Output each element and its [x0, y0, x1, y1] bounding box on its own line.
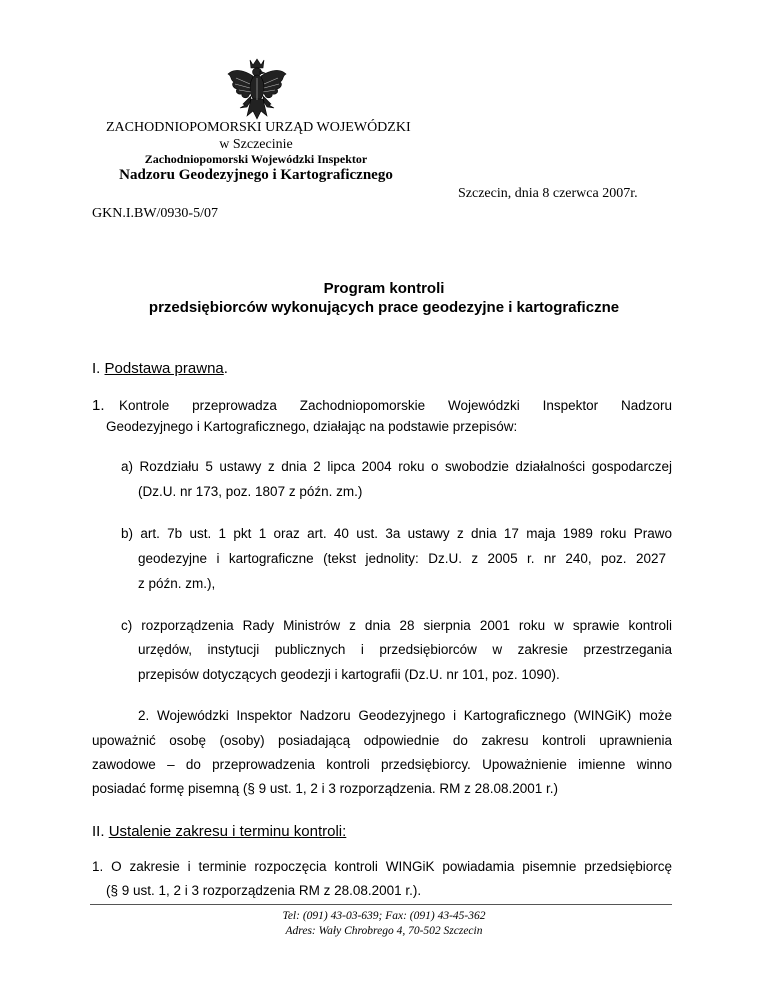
subitem-a-line-2: (Dz.U. nr 173, poz. 1807 z późn. zm.)	[138, 484, 363, 499]
subitem-c-line-1: c) rozporządzenia Rady Ministrów z dnia 28 sierpnia 2001 roku w sprawie kontroli	[121, 618, 672, 633]
paragraph-2-line-3: zawodowe – do przeprowadzenia kontroli przedsiębiorcy. Upoważnienie imienne winno	[92, 757, 672, 772]
subitem-b-line-3: z późn. zm.),	[138, 576, 216, 591]
item-1-word: Kontrole	[119, 398, 170, 413]
item-1-word: Nadzoru	[620, 398, 672, 413]
item-1-line-2: Geodezyjnego i Kartograficznego, działając na podstawie przepisów:	[106, 419, 518, 434]
footer-divider	[90, 904, 672, 905]
section-1-period: .	[223, 360, 228, 377]
item-1-word: Wojewódzki	[447, 398, 520, 413]
section-1-heading	[92, 360, 228, 377]
paragraph-2-line-2: upoważnić osobę (osoby) posiadającą odpowiednie do zakresu kontroli uprawnienia	[92, 733, 672, 748]
paragraph-2-line-1: 2. Wojewódzki Inspektor Nadzoru Geodezyjnego i Kartograficznego (WINGiK) może	[138, 708, 672, 723]
coat-of-arms-eagle-icon	[226, 56, 288, 122]
section-2-heading	[92, 823, 346, 840]
section-2-paragraph-line-2: (§ 9 ust. 1, 2 i 3 rozporządzenia RM z 28.08.2001 r.).	[106, 883, 422, 898]
reference-number: GKN.I.BW/0930-5/07	[92, 206, 218, 221]
office-name: ZACHODNIOPOMORSKI URZĄD WOJEWÓDZKI	[106, 120, 411, 135]
item-1-word: Inspektor	[542, 398, 599, 413]
item-1-number: 1.	[92, 397, 105, 414]
section-1-numeral: I.	[92, 360, 101, 377]
inspector-title: Zachodniopomorski Wojewódzki Inspektor	[144, 152, 368, 166]
office-city: w Szczecinie	[219, 137, 293, 152]
subitem-b-line-1: b) art. 7b ust. 1 pkt 1 oraz art. 40 ust. 3a ustawy z dnia 17 maja 1989 roku Prawo	[121, 526, 672, 541]
document-date: Szczecin, dnia 8 czerwca 2007r.	[458, 186, 638, 201]
subitem-a-line-1: a) Rozdziału 5 ustawy z dnia 2 lipca 2004 roku o swobodzie działalności gospodarczej	[121, 459, 672, 474]
inspector-department: Nadzoru Geodezyjnego i Kartograficznego	[119, 167, 393, 183]
item-1-word: przeprowadza	[192, 398, 277, 413]
section-2-title: Ustalenie zakresu i terminu kontroli:	[108, 823, 347, 840]
subitem-c-line-2: urzędów, instytucji publicznych i przedsiębiorców w zakresie przestrzegania	[138, 642, 672, 657]
paragraph-2-line-4: posiadać formę pisemną (§ 9 ust. 1, 2 i 3 rozporządzenia. RM z 28.08.2001 r.)	[92, 781, 558, 796]
section-1-title: Podstawa prawna	[104, 360, 224, 377]
footer-address: Adres: Wały Chrobrego 4, 70-502 Szczecin	[285, 925, 483, 937]
item-1-word: Zachodniopomorskie	[299, 398, 426, 413]
section-2-paragraph-line-1: 1. O zakresie i terminie rozpoczęcia kontroli WINGiK powiadamia pisemnie przedsiębiorcę	[92, 859, 672, 874]
subitem-b-line-2: geodezyjne i kartograficzne (tekst jednolity: Dz.U. z 2005 r. nr 240, poz. 2027	[138, 551, 666, 566]
subitem-c-line-3: przepisów dotyczących geodezji i kartografii (Dz.U. nr 101, poz. 1090).	[138, 667, 560, 682]
document-title: Program kontroli	[323, 280, 445, 297]
document-subtitle: przedsiębiorców wykonujących prace geodezyjne i kartograficzne	[148, 299, 620, 316]
item-1-line-1	[119, 398, 672, 413]
footer-contact: Tel: (091) 43-03-639; Fax: (091) 43-45-362	[282, 910, 486, 922]
section-2-numeral: II.	[92, 823, 105, 840]
